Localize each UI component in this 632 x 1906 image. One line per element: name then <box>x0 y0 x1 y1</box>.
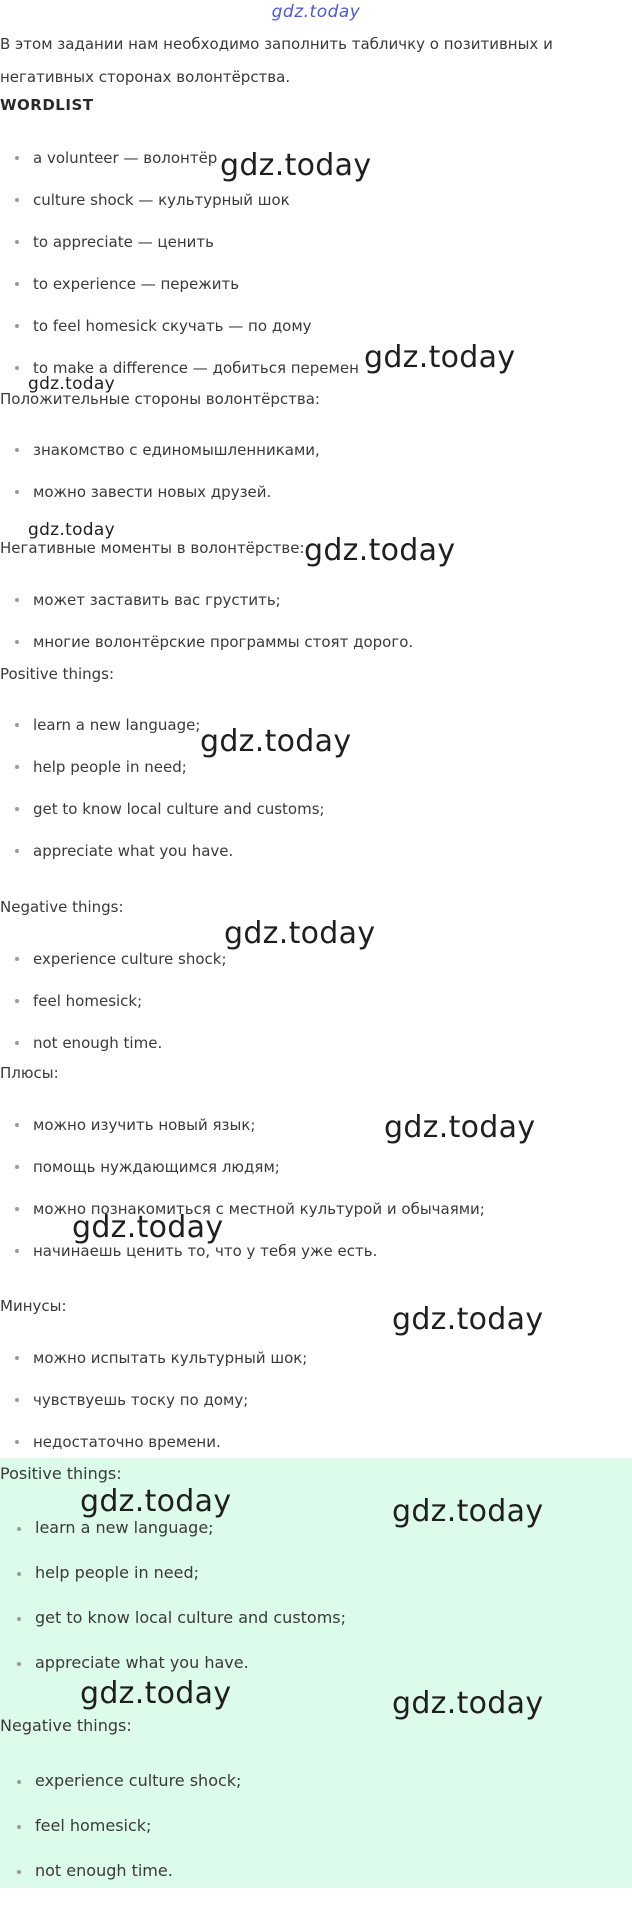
list-item: feel homesick; <box>0 1816 241 1861</box>
list-item: to make a difference — добиться перемен <box>0 358 359 400</box>
intro-text: В этом задании нам необходимо заполнить табличку о позитивных и негативных сторонах волонтёрства. <box>0 35 553 86</box>
list-item: многие волонтёрские программы стоят дорого. <box>0 632 413 674</box>
minus-list <box>0 1348 307 1474</box>
watermark: gdz.today <box>200 724 352 759</box>
list-item: culture shock — культурный шок <box>0 190 359 232</box>
watermark: gdz.today <box>72 1210 224 1245</box>
positive-ru-title: Положительные стороны волонтёрства: <box>0 390 320 408</box>
list-item: learn a new language; <box>0 1518 346 1563</box>
answer-negative-list <box>0 1771 241 1906</box>
wordlist-title: WORDLIST <box>0 96 94 114</box>
answer-positive-title: Positive things: <box>0 1464 122 1483</box>
watermark: gdz.today <box>392 1686 544 1721</box>
watermark: gdz.today <box>220 148 372 183</box>
watermark: gdz.today <box>384 1110 536 1145</box>
positive-en-title: Positive things: <box>0 665 115 683</box>
list-item: get to know local culture and customs; <box>0 799 325 841</box>
watermark: gdz.today <box>80 1484 232 1519</box>
watermark: gdz.today <box>224 916 376 951</box>
list-item: feel homesick; <box>0 991 227 1033</box>
watermark: gdz.today <box>28 520 115 540</box>
negative-ru-title: Негативные моменты в волонтёрстве: <box>0 539 305 557</box>
list-item: помощь нуждающимся людям; <box>0 1157 485 1199</box>
watermark: gdz.today <box>80 1676 232 1711</box>
wordlist <box>0 148 359 400</box>
negative-en-list <box>0 949 227 1075</box>
list-item: to feel homesick скучать — по дому <box>0 316 359 358</box>
watermark: gdz.today <box>392 1494 544 1529</box>
watermark: gdz.today <box>28 374 115 394</box>
list-item: можно познакомиться с местной культурой и обычаями; <box>0 1199 485 1241</box>
positive-en-list <box>0 715 325 883</box>
list-item: может заставить вас грустить; <box>0 590 413 632</box>
list-item: get to know local culture and customs; <box>0 1608 346 1653</box>
watermark: gdz.today <box>304 533 456 568</box>
list-item: чувствуешь тоску по дому; <box>0 1390 307 1432</box>
list-item: можно испытать культурный шок; <box>0 1348 307 1390</box>
list-item: not enough time. <box>0 1861 241 1906</box>
list-item: начинаешь ценить то, что у тебя уже есть. <box>0 1241 485 1283</box>
list-item: a volunteer — волонтёр <box>0 148 359 190</box>
positive-ru-list <box>0 440 320 524</box>
answer-positive-list <box>0 1518 346 1698</box>
plus-list <box>0 1115 485 1283</box>
list-item: можно изучить новый язык; <box>0 1115 485 1157</box>
list-item: experience culture shock; <box>0 1771 241 1816</box>
negative-en-title: Negative things: <box>0 898 124 916</box>
plus-title: Плюсы: <box>0 1064 59 1082</box>
list-item: learn a new language; <box>0 715 325 757</box>
watermark: gdz.today <box>392 1302 544 1337</box>
list-item: appreciate what you have. <box>0 1653 346 1698</box>
list-item: to experience — пережить <box>0 274 359 316</box>
list-item: not enough time. <box>0 1033 227 1075</box>
answer-block <box>0 1458 632 1888</box>
list-item: help people in need; <box>0 757 325 799</box>
list-item: appreciate what you have. <box>0 841 325 883</box>
negative-ru-list <box>0 590 413 674</box>
list-item: недостаточно времени. <box>0 1432 307 1474</box>
watermark: gdz.today <box>364 340 516 375</box>
site-logo[interactable]: gdz.today <box>271 2 361 22</box>
list-item: знакомство с единомышленниками, <box>0 440 320 482</box>
list-item: to appreciate — ценить <box>0 232 359 274</box>
list-item: experience culture shock; <box>0 949 227 991</box>
answer-negative-title: Negative things: <box>0 1716 132 1735</box>
list-item: можно завести новых друзей. <box>0 482 320 524</box>
list-item: help people in need; <box>0 1563 346 1608</box>
minus-title: Минусы: <box>0 1297 67 1315</box>
